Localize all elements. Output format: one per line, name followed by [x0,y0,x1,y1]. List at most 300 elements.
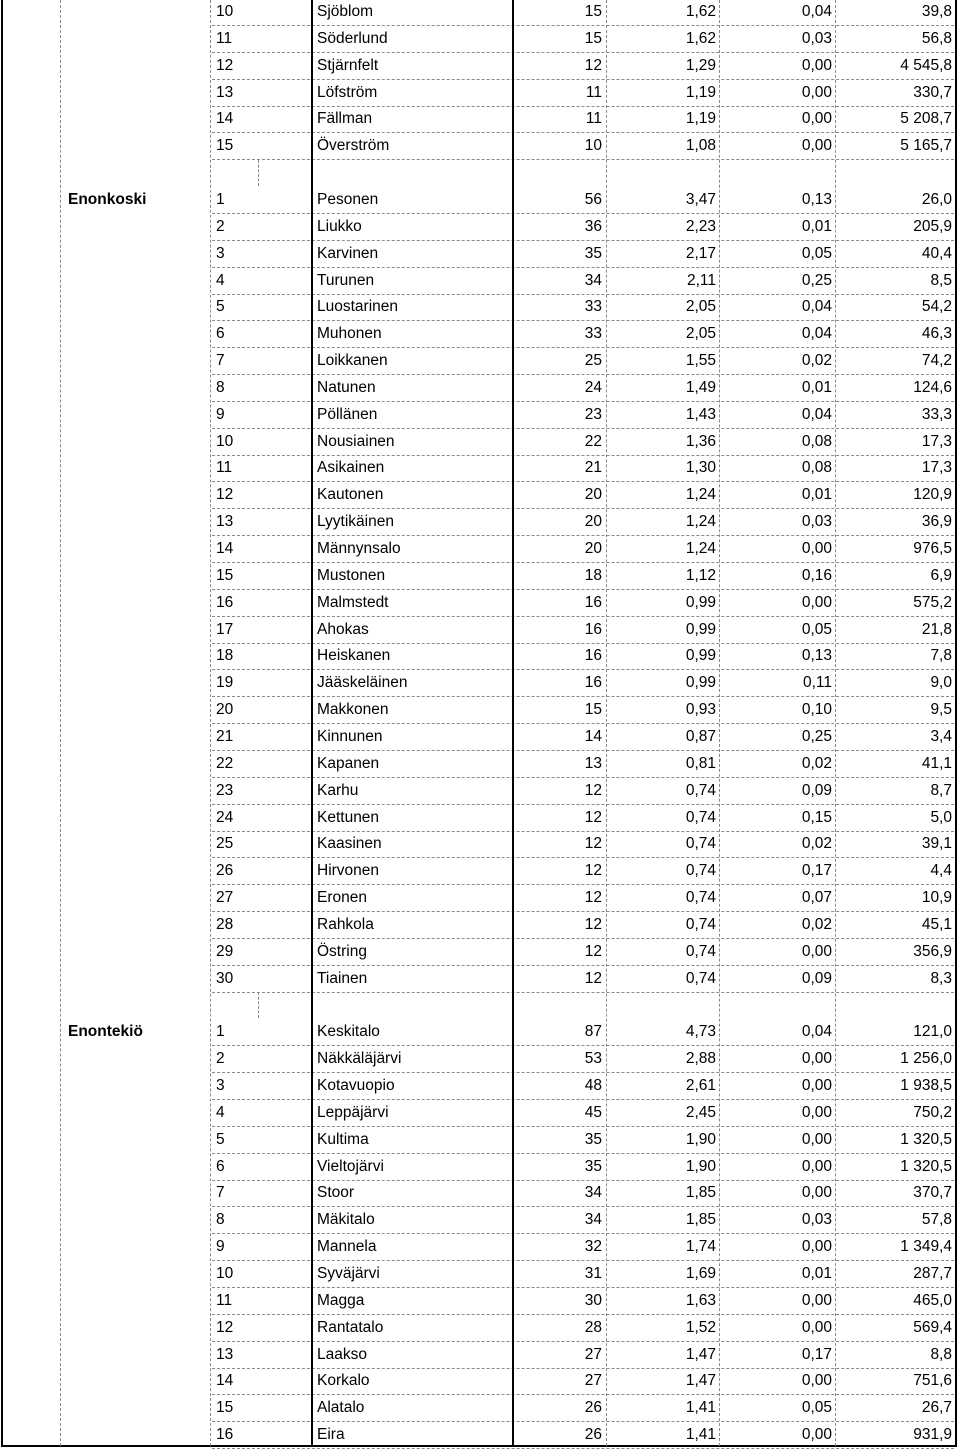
table-row [0,1019,960,1046]
table-row [0,106,960,133]
percent-cell: 1,12 [685,566,716,584]
rank-cell: 4 [216,271,225,289]
share-cell: 0,17 [801,862,832,880]
rank-cell: 24 [216,808,234,826]
table-row [0,1207,960,1234]
rank-cell: 7 [216,1184,225,1202]
share-cell: 0,04 [801,1023,832,1041]
ratio-cell: 36,9 [921,513,952,531]
count-cell: 31 [584,1264,602,1282]
share-cell: 0,00 [801,110,832,128]
ratio-cell: 57,8 [921,1211,952,1229]
ratio-cell: 4,4 [930,862,952,880]
percent-cell: 1,63 [685,1291,716,1309]
surname-cell: Pesonen [317,190,379,208]
ratio-cell: 45,1 [921,915,952,933]
share-cell: 0,11 [802,674,832,692]
rank-cell: 5 [216,1130,225,1148]
surname-cell: Sjöblom [317,3,373,20]
rank-cell: 7 [216,352,225,370]
percent-cell: 1,74 [685,1238,716,1256]
ratio-cell: 74,2 [921,352,952,370]
share-cell: 0,08 [801,432,832,450]
ratio-cell: 5 208,7 [900,110,952,128]
table-row [0,966,960,993]
table-row [0,26,960,53]
ratio-cell: 17,3 [921,432,952,450]
share-cell: 0,00 [801,1318,832,1336]
count-cell: 45 [584,1103,602,1121]
surname-cell: Heiskanen [317,647,391,665]
percent-cell: 0,74 [685,969,716,987]
table-row [0,402,960,429]
ratio-cell: 330,7 [913,83,952,101]
count-cell: 56 [584,190,602,208]
rank-cell: 29 [216,942,234,960]
ratio-cell: 1 938,5 [900,1077,952,1094]
table-row [0,1395,960,1422]
percent-cell: 1,47 [685,1372,716,1390]
column-divider-rank [210,0,211,1446]
column-divider-ratio [835,0,836,1446]
rank-cell: 18 [216,647,234,665]
count-cell: 36 [584,217,602,235]
count-cell: 26 [584,1399,602,1417]
rank-cell: 13 [216,83,234,101]
surname-cell: Liukko [317,217,362,235]
rank-cell: 11 [216,1291,233,1309]
share-cell: 0,09 [801,969,832,987]
count-cell: 21 [584,459,602,477]
rank-cell: 11 [216,459,233,477]
rank-cell: 8 [216,1211,225,1229]
table-row [0,214,960,241]
share-cell: 0,00 [801,83,832,101]
surname-cell: Mannela [317,1238,377,1256]
table-row [0,724,960,751]
percent-cell: 1,19 [685,110,716,128]
table-row [0,1288,960,1315]
table-row [0,294,960,321]
count-cell: 30 [584,1291,602,1309]
share-cell: 0,17 [801,1345,832,1363]
table-row [0,590,960,617]
percent-cell: 1,55 [685,352,716,370]
ratio-cell: 1 349,4 [900,1238,952,1256]
count-cell: 13 [584,754,602,772]
table-row [0,187,960,214]
rank-cell: 10 [216,3,234,20]
share-cell: 0,04 [801,405,832,423]
share-cell: 0,02 [801,835,832,853]
share-cell: 0,25 [801,727,832,745]
rank-cell: 19 [216,674,234,692]
share-cell: 0,03 [801,1211,832,1229]
ratio-cell: 3,4 [930,727,952,745]
ratio-cell: 54,2 [921,298,952,316]
count-cell: 27 [584,1345,602,1363]
ratio-cell: 10,9 [921,889,952,907]
surname-cell: Lyytikäinen [317,513,394,531]
percent-cell: 1,49 [685,378,716,396]
count-cell: 24 [584,378,602,396]
table-row [0,1073,960,1100]
percent-cell: 1,08 [685,137,716,155]
share-cell: 0,00 [801,56,832,74]
percent-cell: 0,99 [685,620,716,638]
surname-cell: Asikainen [317,459,385,477]
count-cell: 15 [584,701,602,719]
count-cell: 12 [584,862,602,880]
table-row [0,697,960,724]
rank-cell: 2 [216,217,225,235]
count-cell: 18 [584,566,602,584]
percent-cell: 0,74 [685,915,716,933]
column-divider-count [512,0,514,1446]
percent-cell: 0,74 [685,862,716,880]
table-row [0,1342,960,1369]
surname-cell: Stoor [317,1184,355,1202]
surname-cell: Löfström [317,83,378,101]
surname-cell: Mustonen [317,566,386,584]
share-cell: 0,02 [801,352,832,370]
percent-cell: 1,24 [685,540,716,557]
percent-cell: 1,90 [685,1157,716,1175]
ratio-cell: 465,0 [913,1291,952,1309]
rank-cell: 27 [216,889,234,907]
share-cell: 0,04 [801,3,832,20]
ratio-cell: 9,5 [930,701,952,719]
count-cell: 16 [584,674,602,692]
rank-cell: 9 [216,405,225,423]
ratio-cell: 26,7 [921,1399,952,1417]
rank-cell: 30 [216,969,234,987]
ratio-cell: 6,9 [930,566,952,584]
surname-cell: Kautonen [317,486,384,504]
table-row [0,1046,960,1073]
count-cell: 48 [584,1077,602,1094]
count-cell: 12 [584,969,602,987]
ratio-cell: 1 256,0 [900,1050,952,1068]
rank-cell: 4 [216,1103,225,1121]
surname-cell: Kettunen [317,808,380,826]
ratio-cell: 121,0 [913,1023,952,1041]
share-cell: 0,00 [801,1291,832,1309]
surname-cell: Vieltojärvi [317,1157,384,1175]
percent-cell: 1,47 [685,1345,716,1363]
rank-cell: 20 [216,701,234,719]
rank-cell: 1 [216,190,225,208]
percent-cell: 0,87 [685,727,716,745]
share-cell: 0,05 [801,620,832,638]
ratio-cell: 7,8 [930,647,952,665]
share-cell: 0,03 [801,513,832,531]
surname-cell: Rahkola [317,915,374,933]
surname-cell: Keskitalo [317,1023,380,1041]
table-row [0,751,960,778]
count-cell: 12 [584,781,602,799]
surname-cell: Makkonen [317,701,389,719]
count-cell: 12 [584,808,602,826]
table-row [0,1422,960,1449]
share-cell: 0,16 [801,566,832,584]
rank-cell: 5 [216,298,225,316]
count-cell: 20 [584,540,602,557]
share-cell: 0,00 [801,1372,832,1390]
spacer-cell-divider [258,160,259,186]
surname-cell: Muhonen [317,325,382,343]
percent-cell: 1,29 [685,56,716,74]
table-row [0,482,960,509]
count-cell: 25 [584,352,602,370]
ratio-cell: 5,0 [930,808,952,826]
rank-cell: 12 [216,1318,234,1336]
count-cell: 14 [584,727,602,745]
surname-cell: Kapanen [317,754,380,772]
ratio-cell: 8,5 [930,271,952,289]
ratio-cell: 4 545,8 [900,56,952,74]
table-row [0,670,960,697]
spacer-row [0,992,960,1019]
rank-cell: 6 [216,325,225,343]
count-cell: 12 [584,942,602,960]
municipality-label: Enonkoski [68,190,147,208]
rank-cell: 15 [216,1399,234,1417]
table-row [0,778,960,805]
surname-cell: Nousiainen [317,432,395,450]
surname-cell: Magga [317,1291,365,1309]
percent-cell: 2,05 [685,298,716,316]
table-row [0,509,960,536]
share-cell: 0,00 [801,1130,832,1148]
surname-cell: Kinnunen [317,727,383,745]
percent-cell: 0,81 [685,754,716,772]
count-cell: 32 [584,1238,602,1256]
table-row [0,429,960,456]
spacer-cell-divider [258,992,259,1018]
table-row [0,1180,960,1207]
ratio-cell: 750,2 [913,1103,952,1121]
share-cell: 0,00 [801,1050,832,1068]
table-row [0,1261,960,1288]
rank-cell: 3 [216,244,225,262]
rank-cell: 15 [216,137,234,155]
share-cell: 0,00 [801,1184,832,1202]
share-cell: 0,00 [801,1103,832,1121]
count-cell: 27 [584,1372,602,1390]
table-row [0,241,960,268]
table-row [0,912,960,939]
share-cell: 0,01 [801,486,832,504]
share-cell: 0,15 [801,808,832,826]
rank-cell: 21 [216,727,234,745]
count-cell: 35 [584,244,602,262]
percent-cell: 2,61 [685,1077,716,1094]
rank-cell: 11 [216,29,233,47]
surname-cell: Jääskeläinen [317,674,408,692]
percent-cell: 1,36 [685,432,716,450]
share-cell: 0,07 [801,889,832,907]
surname-cell: Hirvonen [317,862,380,880]
ratio-cell: 46,3 [921,325,952,343]
surname-cell: Turunen [317,271,375,289]
table-row [0,0,960,26]
surname-cell: Söderlund [317,29,388,47]
count-cell: 15 [584,29,602,47]
percent-cell: 0,99 [685,647,716,665]
count-cell: 35 [584,1157,602,1175]
surname-cell: Luostarinen [317,298,399,316]
table-row [0,348,960,375]
table-row [0,536,960,563]
count-cell: 12 [584,889,602,907]
rank-cell: 12 [216,56,234,74]
percent-cell: 0,93 [685,701,716,719]
percent-cell: 2,23 [685,217,716,235]
surname-cell: Kotavuopio [317,1077,395,1094]
table-row [0,53,960,80]
percent-cell: 1,30 [685,459,716,477]
ratio-cell: 33,3 [921,405,952,423]
percent-cell: 3,47 [685,190,716,208]
rank-cell: 13 [216,1345,234,1363]
column-divider-left [60,0,61,1446]
surname-cell: Alatalo [317,1399,365,1417]
ratio-cell: 21,8 [921,620,952,638]
share-cell: 0,01 [801,217,832,235]
count-cell: 34 [584,271,602,289]
count-cell: 12 [584,915,602,933]
share-cell: 0,00 [801,1077,832,1094]
surname-cell: Eronen [317,889,367,907]
surname-cell: Pöllänen [317,405,378,423]
table-row [0,455,960,482]
surname-cell: Natunen [317,378,376,396]
table-row [0,939,960,966]
count-cell: 20 [584,486,602,504]
percent-cell: 0,74 [685,808,716,826]
share-cell: 0,02 [801,915,832,933]
count-cell: 23 [584,405,602,423]
surname-cell: Överström [317,137,390,155]
rank-cell: 3 [216,1077,225,1094]
ratio-cell: 205,9 [913,217,952,235]
percent-cell: 0,74 [685,889,716,907]
percent-cell: 0,74 [685,835,716,853]
ratio-cell: 124,6 [913,378,952,396]
percent-cell: 2,17 [685,244,716,262]
percent-cell: 2,11 [686,271,716,289]
surname-cell: Syväjärvi [317,1264,380,1282]
share-cell: 0,00 [801,942,832,960]
table-row [0,375,960,402]
count-cell: 16 [584,593,602,611]
percent-cell: 1,69 [685,1264,716,1282]
spacer-row [0,160,960,187]
table-row [0,1315,960,1342]
table-row [0,321,960,348]
rank-cell: 8 [216,378,225,396]
share-cell: 0,05 [801,1399,832,1417]
rank-cell: 28 [216,915,234,933]
percent-cell: 2,05 [685,325,716,343]
table-row [0,805,960,832]
rank-cell: 10 [216,432,234,450]
count-cell: 87 [584,1023,602,1041]
ratio-cell: 1 320,5 [900,1157,952,1175]
surname-cell: Malmstedt [317,593,389,611]
percent-cell: 4,73 [685,1023,716,1041]
ratio-cell: 356,9 [913,942,952,960]
count-cell: 10 [584,137,602,155]
table-row [0,1234,960,1261]
count-cell: 16 [584,620,602,638]
share-cell: 0,03 [801,29,832,47]
ratio-cell: 8,8 [930,1345,952,1363]
percent-cell: 0,74 [685,781,716,799]
table-row [0,80,960,107]
count-cell: 20 [584,513,602,531]
rank-cell: 17 [216,620,234,638]
ratio-cell: 39,1 [921,835,952,853]
table-row [0,643,960,670]
count-cell: 12 [584,56,602,74]
share-cell: 0,13 [801,647,832,665]
rank-cell: 25 [216,835,234,853]
rank-cell: 22 [216,754,234,772]
rank-cell: 16 [216,593,234,611]
share-cell: 0,01 [801,378,832,396]
count-cell: 22 [584,432,602,450]
count-cell: 35 [584,1130,602,1148]
rank-cell: 15 [216,566,234,584]
surname-cell: Stjärnfelt [317,56,379,74]
percent-cell: 1,41 [685,1426,716,1444]
surname-cell: Kultima [317,1130,369,1148]
percent-cell: 1,85 [685,1211,716,1229]
table-row [0,268,960,295]
ratio-cell: 1 320,5 [900,1130,952,1148]
share-cell: 0,02 [801,754,832,772]
surname-cell: Fällman [317,110,373,128]
rank-cell: 14 [216,110,234,128]
count-cell: 33 [584,298,602,316]
ratio-cell: 8,7 [930,781,952,799]
table-row [0,831,960,858]
share-cell: 0,08 [801,459,832,477]
share-cell: 0,00 [801,1426,832,1444]
table-row [0,1100,960,1127]
surname-cell: Rantatalo [317,1318,384,1336]
count-cell: 11 [585,83,602,101]
rank-cell: 14 [216,540,234,557]
surname-cell: Karvinen [317,244,379,262]
ratio-cell: 41,1 [921,754,952,772]
ratio-cell: 17,3 [921,459,952,477]
share-cell: 0,01 [801,1264,832,1282]
ratio-cell: 575,2 [913,593,952,611]
rank-cell: 2 [216,1050,225,1068]
ratio-cell: 26,0 [921,190,952,208]
table-row [0,1368,960,1395]
table-row [0,563,960,590]
percent-cell: 1,24 [685,513,716,531]
rank-cell: 14 [216,1372,234,1390]
table-row [0,133,960,160]
surname-cell: Männynsalo [317,540,401,557]
ratio-cell: 569,4 [913,1318,952,1336]
percent-cell: 0,99 [685,593,716,611]
